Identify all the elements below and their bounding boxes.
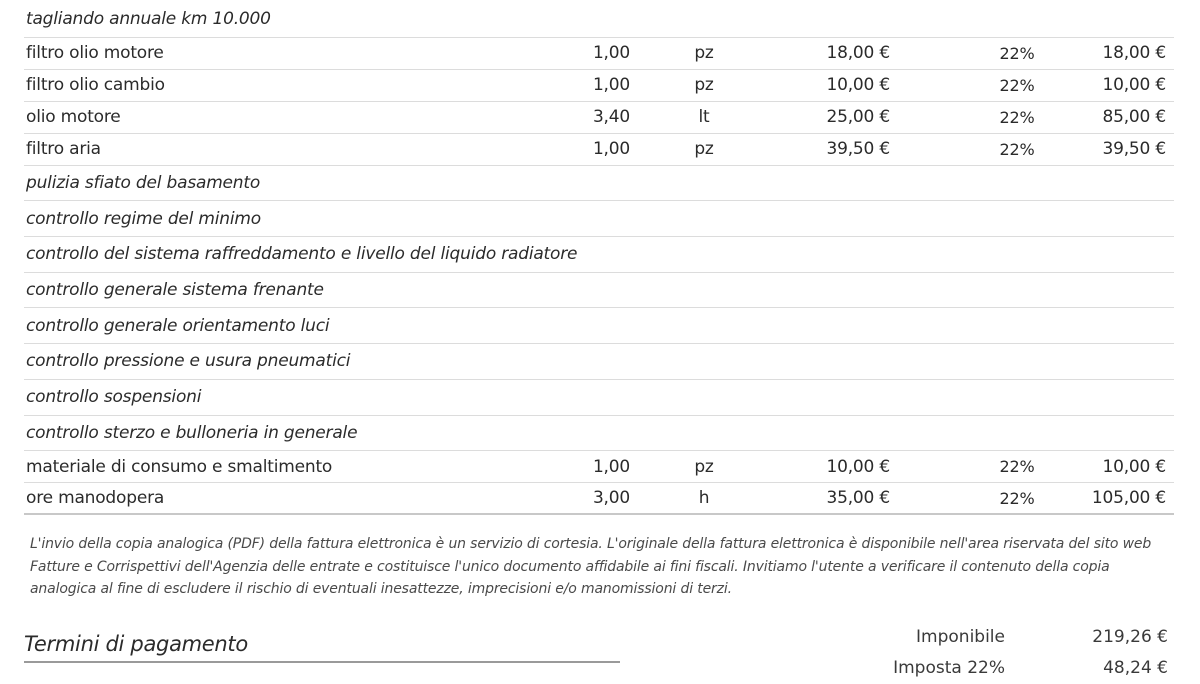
item-description: pulizia sfiato del basamento [26, 173, 261, 194]
imposta-label: Imposta 22% [893, 658, 1005, 678]
item-quantity: 3,00 [592, 488, 630, 509]
item-unit-price: 18,00 € [826, 43, 890, 64]
service-note-row [24, 273, 1174, 309]
item-unit: pz [694, 75, 714, 96]
service-note-row [24, 237, 1174, 273]
item-description: controllo generale orientamento luci [26, 315, 330, 336]
item-description: controllo del sistema raffreddamento e livello del liquido radiatore [26, 244, 578, 265]
item-description: controllo sospensioni [26, 387, 202, 408]
item-unit-price: 35,00 € [826, 488, 890, 509]
item-quantity: 1,00 [592, 139, 630, 160]
invoice-line-items-table [24, 2, 1174, 515]
item-vat-rate: 22% [999, 457, 1035, 477]
item-vat-rate: 22% [999, 107, 1035, 127]
item-unit: h [698, 488, 710, 509]
item-description: controllo pressione e usura pneumatici [26, 351, 351, 372]
electronic-invoice-disclaimer: L'invio della copia analogica (PDF) della fattura elettronica è un servizio di cortesia. L'originale della fattura elettronica è disponibile nell'area riservata del sito web Fatture e Corrispettivi dell'Agenzia delle entrate e costituisce l'unico documento affidabile ai fini fiscali. Invitiamo l'utente a verificare il contenuto della copia analogica al fine di escludere il rischio di eventuali inesattezze, imprecisioni e/o manomissioni di terzi. [30, 536, 1152, 597]
item-unit-price: 39,50 € [826, 139, 890, 160]
item-vat-rate: 22% [999, 139, 1035, 159]
payment-terms-title: Termini di pagamento [24, 632, 248, 656]
item-unit-price: 25,00 € [826, 107, 890, 128]
item-description: materiale di consumo e smaltimento [26, 456, 333, 477]
item-unit: lt [698, 107, 710, 128]
item-vat-rate: 22% [999, 43, 1035, 63]
item-vat-rate: 22% [999, 488, 1035, 508]
service-note-row [24, 166, 1174, 202]
service-note-row [24, 201, 1174, 237]
item-description: filtro aria [26, 139, 101, 160]
item-unit: pz [694, 139, 714, 160]
imponibile-value: 219,26 € [1092, 627, 1168, 647]
item-description: tagliando annuale km 10.000 [26, 9, 271, 30]
item-description: controllo sterzo e bulloneria in generale [26, 422, 358, 443]
item-description: olio motore [26, 107, 121, 128]
item-description: ore manodopera [26, 488, 165, 509]
item-quantity: 3,40 [592, 107, 630, 128]
item-total: 10,00 € [1102, 75, 1166, 96]
item-total: 85,00 € [1102, 107, 1166, 128]
item-vat-rate: 22% [999, 75, 1035, 95]
item-total: 10,00 € [1102, 456, 1166, 477]
service-note-row [24, 416, 1174, 452]
item-description: filtro olio motore [26, 43, 164, 64]
item-quantity: 1,00 [592, 43, 630, 64]
item-description: controllo generale sistema frenante [26, 280, 324, 301]
service-note-row [24, 2, 1174, 38]
item-unit: pz [694, 456, 714, 477]
table-row [24, 102, 1174, 134]
table-row [24, 134, 1174, 166]
table-row [24, 70, 1174, 102]
service-note-row [24, 308, 1174, 344]
service-note-row [24, 344, 1174, 380]
imposta-value: 48,24 € [1103, 658, 1168, 678]
table-row [24, 38, 1174, 70]
item-description: controllo regime del minimo [26, 208, 261, 229]
summary-row-imposta [0, 658, 1200, 684]
item-unit-price: 10,00 € [826, 75, 890, 96]
item-total: 39,50 € [1102, 139, 1166, 160]
item-total: 18,00 € [1102, 43, 1166, 64]
item-total: 105,00 € [1091, 488, 1166, 509]
service-note-row [24, 380, 1174, 416]
table-row [24, 451, 1174, 483]
imponibile-label: Imponibile [916, 627, 1005, 647]
summary-row-imponibile [0, 627, 1200, 653]
item-quantity: 1,00 [592, 456, 630, 477]
item-description: filtro olio cambio [26, 75, 165, 96]
item-unit-price: 10,00 € [826, 456, 890, 477]
item-quantity: 1,00 [592, 75, 630, 96]
item-unit: pz [694, 43, 714, 64]
table-row [24, 483, 1174, 515]
